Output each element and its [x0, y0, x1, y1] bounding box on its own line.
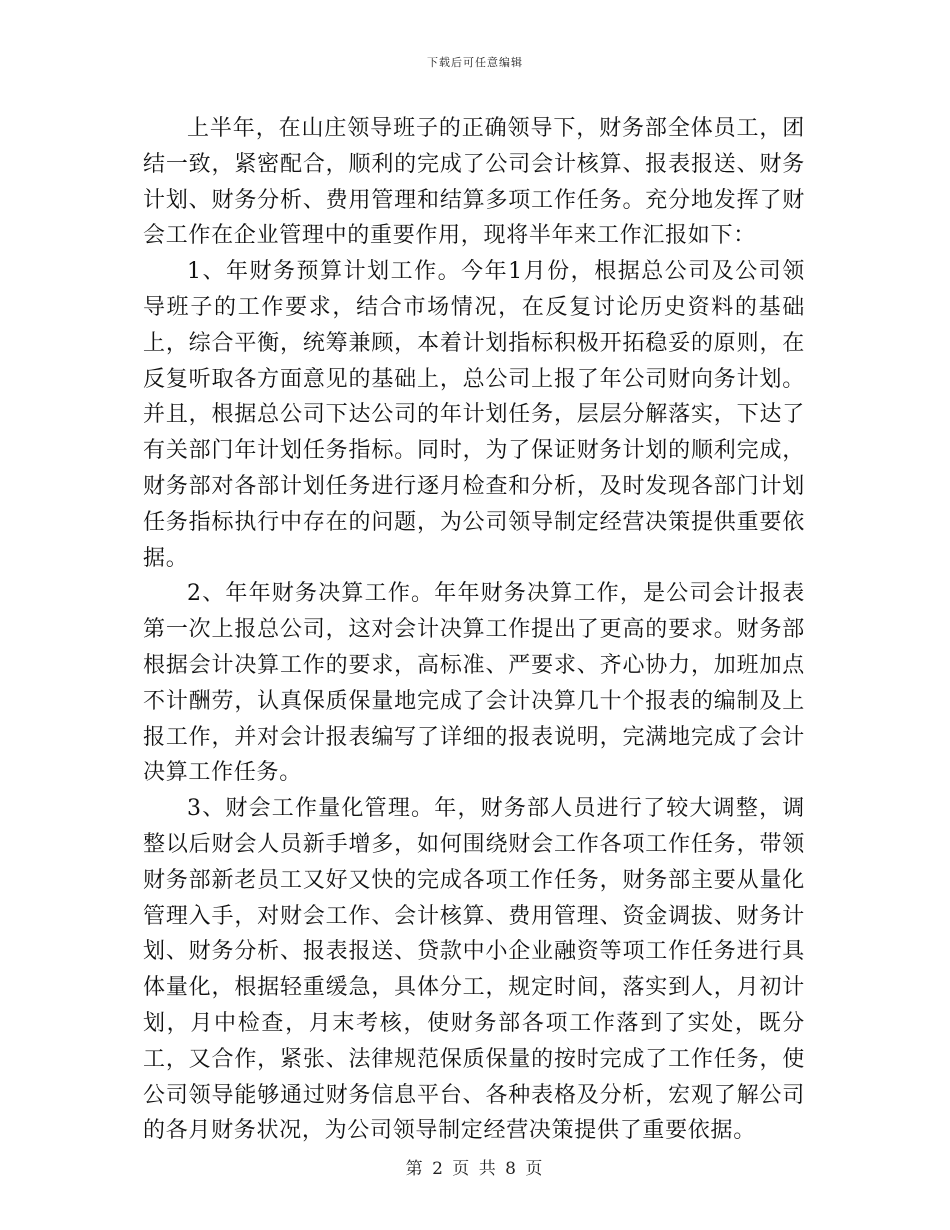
page-header: 下载后可任意编辑 — [427, 56, 523, 69]
paragraph-final-accounts: 2、年年财务决算工作。年年财务决算工作，是公司会计报表第一次上报总公司，这对会计决算工作提出了更高的要求。财务部根据会计决算工作的要求，高标准、严要求、齐心协力，加班加点不计酬劳，认真保质保量地完成了会计决算几十个报表的编制及上报工作，并对会计报表编写了详细的报表说明，完满地完成了会计决算工作任务。 — [143, 581, 805, 786]
document-body — [143, 111, 805, 1149]
paragraph-quantified-management: 3、财会工作量化管理。年，财务部人员进行了较大调整，调整以后财会人员新手增多，如何围绕财会工作各项工作任务，带领财务部新老员工又好又快的完成各项工作任务，财务部主要从量化管理入手，对财会工作、会计核算、费用管理、资金调拔、财务计划、财务分析、报表报送、贷款中小企业融资等项工作任务进行具体量化，根据轻重缓急，具体分工，规定时间，落实到人，月初计划，月中检查，月末考核，使财务部各项工作落到了实处，既分工，又合作，紧张、法律规范保质保量的按时完成了工作任务，使公司领导能够通过财务信息平台、各种表格及分析，宏观了解公司的各月财务状况，为公司领导制定经营决策提供了重要依据。 — [143, 796, 805, 1144]
paragraph-budget-plan: 1、年财务预算计划工作。今年1月份，根据总公司及公司领导班子的工作要求，结合市场情况，在反复讨论历史资料的基础上，综合平衡，统筹兼顾，本着计划指标积极开拓稳妥的原则，在反复听取各方面意见的基础上，总公司上报了年公司财向务计划。并且，根据总公司下达公司的年计划任务，层层分解落实，下达了有关部门年计划任务指标。同时，为了保证财务计划的顺利完成，财务部对各部计划任务进行逐月检查和分析，及时发现各部门计划任务指标执行中存在的问题，为公司领导制定经营决策提供重要依据。 — [143, 259, 805, 571]
page-number-footer: 第 2 页 共 8 页 — [405, 1159, 545, 1179]
paragraph-intro: 上半年，在山庄领导班子的正确领导下，财务部全体员工，团结一致，紧密配合，顺利的完成了公司会计核算、报表报送、财务计划、财务分析、费用管理和结算多项工作任务。充分地发挥了财会工作在企业管理中的重要作用，现将半年来工作汇报如下： — [143, 116, 805, 249]
